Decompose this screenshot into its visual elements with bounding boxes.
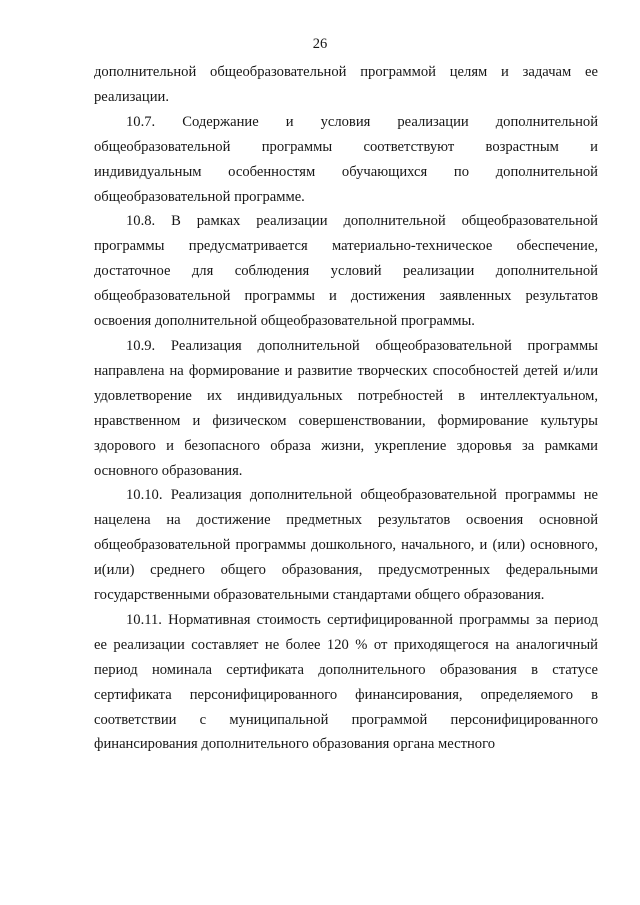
paragraph-10-9: 10.9. Реализация дополнительной общеобразовательной программы направлена на формирование и развитие творческих способностей детей и/или удовлетворение их индивидуальных потребностей в интеллектуальном, нравственном и физическом совершенствовании, формирование культуры здорового и безопасного образа жизни, укрепление здоровья за рамками основного образования.	[94, 337, 598, 479]
paragraph-10-7: 10.7. Содержание и условия реализации дополнительной общеобразовательной программы соответствуют возрастным и индивидуальным особенностям обучающихся по дополнительной общеобразовательной программе.	[94, 113, 598, 205]
paragraph-10-11: 10.11. Нормативная стоимость сертифицированной программы за период ее реализации составляет не более 120 % от приходящегося на аналогичный период номинала сертификата дополнительного образования в статусе сертификата персонифицированного финансирования, определяемого в соответствии с муниципальной программой персонифицированного финансирования дополнительного образования органа местного	[94, 611, 598, 753]
document-body	[94, 60, 598, 757]
page-number: 26	[312, 36, 328, 52]
paragraph-continuation: дополнительной общеобразовательной программой целям и задачам ее реализации.	[94, 64, 598, 105]
paragraph-10-10: 10.10. Реализация дополнительной общеобразовательной программы не нацелена на достижение предметных результатов освоения основной общеобразовательной программы дошкольного, начального, и (или) основного, и(или) среднего общего образования, предусмотренных федеральными государственными образовательными стандартами общего образования.	[94, 487, 598, 604]
paragraph-10-8: 10.8. В рамках реализации дополнительной общеобразовательной программы предусматривается материально-техническое обеспечение, достаточное для соблюдения условий реализации дополнительной общеобразовательной программы и достижения заявленных результатов освоения дополнительной общеобразовательной программы.	[94, 213, 598, 330]
